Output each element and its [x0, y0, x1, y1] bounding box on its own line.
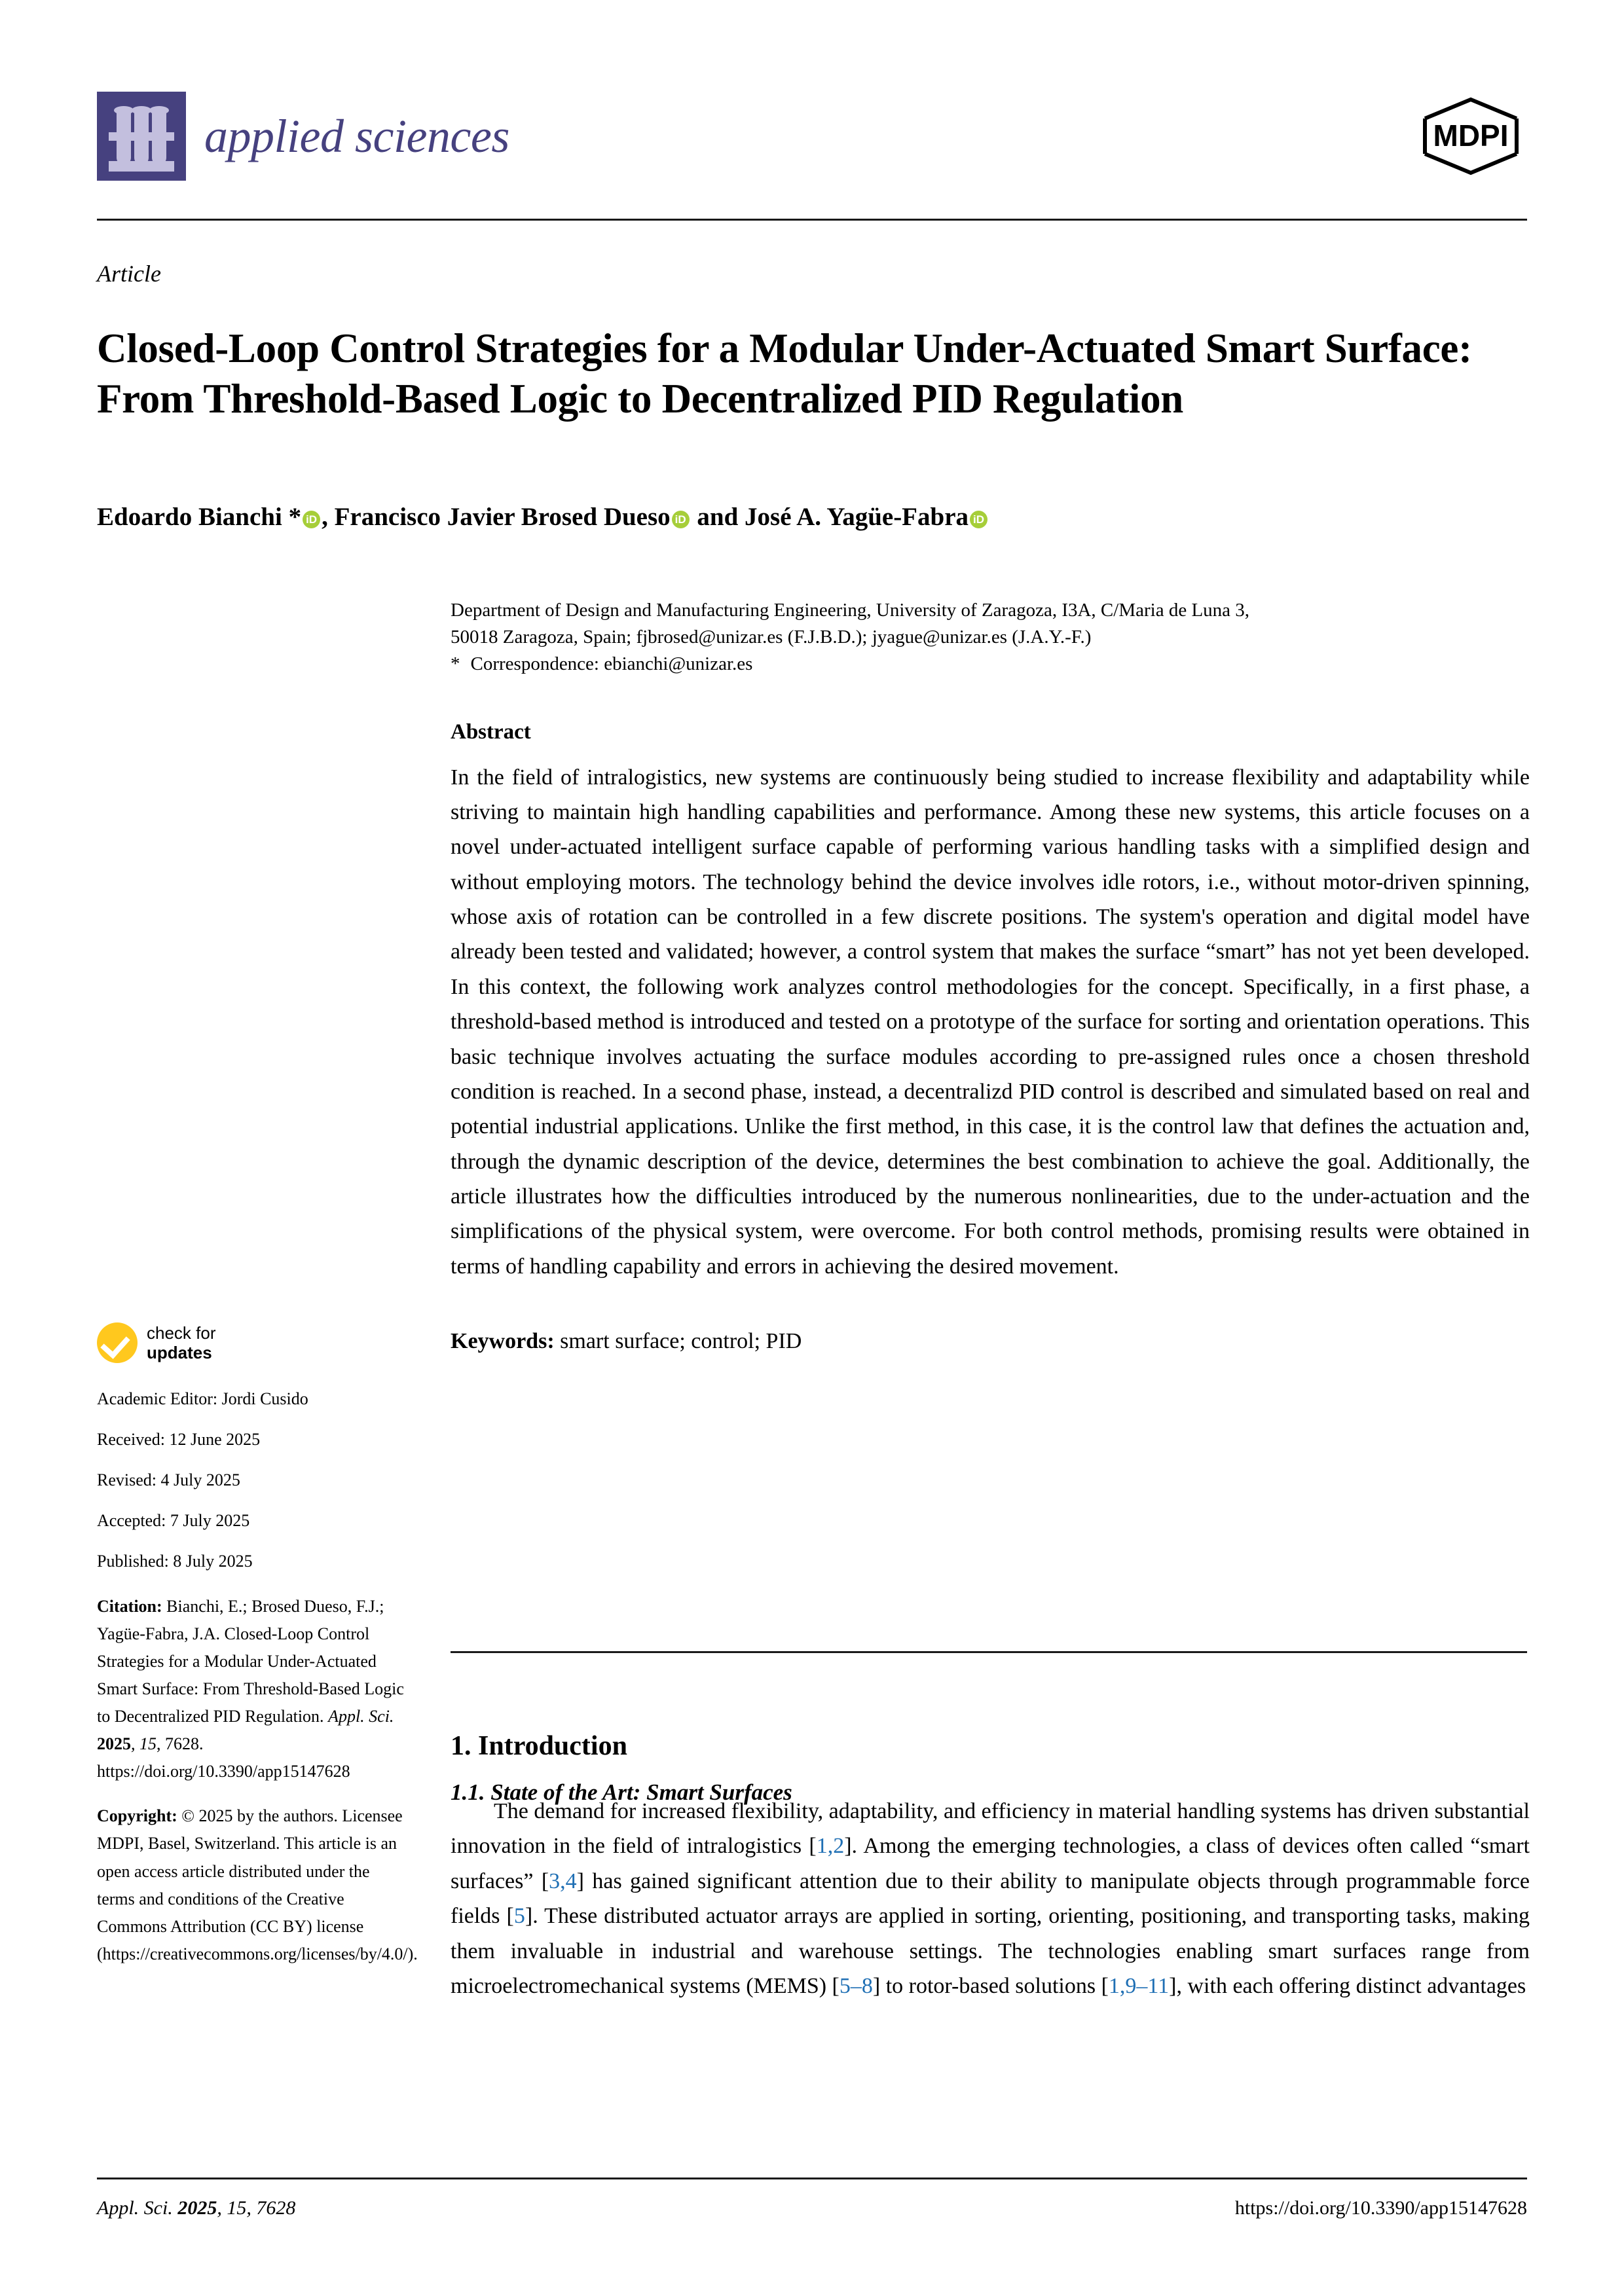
sidebar	[97, 1322, 418, 1985]
date-accepted: Accepted: 7 July 2025	[97, 1511, 250, 1531]
date-published: Published: 8 July 2025	[97, 1552, 253, 1571]
journal-title: applied sciences	[204, 110, 509, 162]
intro-text-d: ]. These distributed actuator arrays are applied in sorting, orienting, positioning, and transporting tasks, making them invaluable in industrial and warehouse settings. The technologies enabling smart surfaces range from microelectromechanical systems (MEMS) [	[451, 1904, 1530, 1998]
citation-ref-4[interactable]: 5–8	[839, 1973, 873, 1998]
author-list	[97, 501, 1531, 534]
citation-journal: Appl. Sci.	[328, 1706, 394, 1726]
orcid-icon[interactable]: iD	[970, 511, 987, 528]
publication-dates	[97, 1426, 405, 1575]
page-title: Closed-Loop Control Strategies for a Modular Under-Actuated Smart Surface: From Threshold-Based Logic to Decentralized PID Regulation	[97, 325, 1472, 422]
main-column	[451, 597, 1530, 1358]
affiliation-block	[451, 597, 1530, 678]
intro-text-b: ]. Among the emerging technologies, a class of devices often called “smart surfaces” [	[451, 1834, 1530, 1893]
svg-text:MDPI: MDPI	[1433, 118, 1509, 153]
intro-text-c: ] has gained significant attention due to their ability to manipulate objects through programmable force fields [	[451, 1868, 1530, 1929]
citation-ref-5[interactable]: 1,9–11	[1108, 1973, 1170, 1998]
citation-text: Bianchi, E.; Brosed Dueso, F.J.; Yagüe-Fabra, J.A. Closed-Loop Control Strategies for a Modular Under-Actuated Smart Surface: From Threshold-Based Logic to Decentralized PID Regulation.	[97, 1596, 404, 1726]
mdpi-logo-icon	[1416, 96, 1527, 176]
abstract-divider	[451, 1651, 1527, 1653]
footer-citation	[97, 2197, 295, 2219]
keywords-values: smart surface; control; PID	[554, 1329, 802, 1354]
cfu-line-2: updates	[147, 1343, 212, 1362]
citation-year: 2025	[97, 1734, 131, 1754]
author-name-1: Edoardo Bianchi *	[97, 503, 302, 531]
correspondence-text: Correspondence: ebianchi@unizar.es	[470, 653, 753, 675]
academic-editor: Academic Editor: Jordi Cusido	[97, 1389, 308, 1408]
article-type-label: Article	[97, 261, 161, 287]
footer-volume-page: , 15, 7628	[217, 2197, 296, 2219]
introduction-paragraph	[451, 1794, 1530, 2003]
intro-text-e: ] to rotor-based solutions [	[872, 1973, 1109, 1998]
citation-ref-3[interactable]: 5	[513, 1904, 525, 1929]
affiliation-line-2: 50018 Zaragoza, Spain; fjbrosed@unizar.es (F.J.B.D.); jyague@unizar.es (J.A.Y.-F.)	[451, 627, 1092, 648]
citation-doi[interactable]: , 7628. https://doi.org/10.3390/app15147628	[97, 1734, 350, 1781]
intro-text-a: The demand for increased flexibility, adaptability, and efficiency in material handling systems has driven substantial innovation in the field of intralogistics [	[451, 1799, 1530, 1859]
orcid-icon[interactable]: iD	[303, 511, 320, 528]
abstract-heading: Abstract	[451, 720, 531, 744]
page-footer	[97, 2197, 1527, 2219]
cfu-line-1: check for	[147, 1322, 216, 1343]
journal-brand	[97, 92, 509, 181]
header-divider	[97, 219, 1527, 221]
checkmark-icon	[97, 1322, 138, 1363]
applied-sciences-test-tube-icon	[97, 92, 186, 181]
author-name-2: , Francisco Javier Brosed Dueso	[322, 503, 671, 531]
author-name-3: and José A. Yagüe-Fabra	[690, 503, 969, 531]
footer-journal: Appl. Sci.	[97, 2197, 173, 2219]
footer-year: 2025	[172, 2197, 217, 2219]
copyright-block	[97, 1802, 418, 1968]
section-heading-introduction: 1. Introduction	[451, 1730, 627, 1761]
check-for-updates-badge[interactable]	[97, 1322, 405, 1363]
footer-divider	[97, 2178, 1527, 2179]
date-revised: Revised: 4 July 2025	[97, 1470, 240, 1490]
correspondence-marker: *	[451, 653, 460, 675]
citation-ref-1[interactable]: 1,2	[816, 1834, 845, 1859]
citation-label: Citation:	[97, 1596, 162, 1616]
citation-block	[97, 1593, 405, 1786]
keywords-line	[451, 1324, 1530, 1358]
keywords-label: Keywords:	[451, 1329, 555, 1354]
date-received: Received: 12 June 2025	[97, 1430, 261, 1449]
correspondence-line	[451, 651, 1530, 678]
check-for-updates-label	[147, 1323, 216, 1362]
copyright-text: © 2025 by the authors. Licensee MDPI, Basel, Switzerland. This article is an open access article distributed under the terms and conditions of the Creative Commons Attribution (CC BY) license (https://creativecommons.org/licenses/by/4.0/).	[97, 1806, 418, 1963]
citation-volume: , 15	[131, 1734, 157, 1754]
subsection-heading-state-of-the-art: 1.1. State of the Art: Smart Surfaces	[451, 1779, 792, 1805]
intro-text-f: ], with each offering distinct advantages	[1169, 1973, 1526, 1998]
affiliation-line-1: Department of Design and Manufacturing Engineering, University of Zaragoza, I3A, C/Maria de Luna 3,	[451, 600, 1250, 621]
abstract-text: In the field of intralogistics, new systems are continuously being studied to increase flexibility and adaptability while striving to maintain high handling capabilities and performance. Among these new systems, this article focuses on a novel under-actuated intelligent surface capable of performing various handling tasks with a simplified design and without employing motors. The technology behind the device involves idle rotors, i.e., without motor-driven spinning, whose axis of rotation can be controlled in a few discrete positions. The system's operation and digital model have already been tested and validated; however, a control system that makes the surface “smart” has not yet been developed. In this context, the following work analyzes control methodologies for the concept. Specifically, in a first phase, a threshold-based method is introduced and tested on a prototype of the surface for sorting and orientation operations. This basic technique involves actuating the surface modules according to pre-assigned rules once a chosen threshold condition is reached. In a second phase, instead, a decentralizd PID control is described and simulated based on real and potential industrial applications. Unlike the first method, in this case, it is the control law that defines the actuation and, through the dynamic description of the device, determines the best combination to achieve the goal. Additionally, the article illustrates how the difficulties introduced by the numerous nonlinearities, due to the under-actuation and the simplifications of the physical system, were overcome. For both control methods, promising results were obtained in terms of handling capability and errors in achieving the desired movement.	[451, 765, 1530, 1279]
orcid-icon[interactable]: iD	[672, 511, 690, 528]
footer-doi-link[interactable]: https://doi.org/10.3390/app15147628	[1234, 2197, 1527, 2219]
copyright-label: Copyright:	[97, 1806, 177, 1826]
masthead	[97, 77, 1527, 195]
citation-ref-2[interactable]: 3,4	[549, 1868, 577, 1893]
